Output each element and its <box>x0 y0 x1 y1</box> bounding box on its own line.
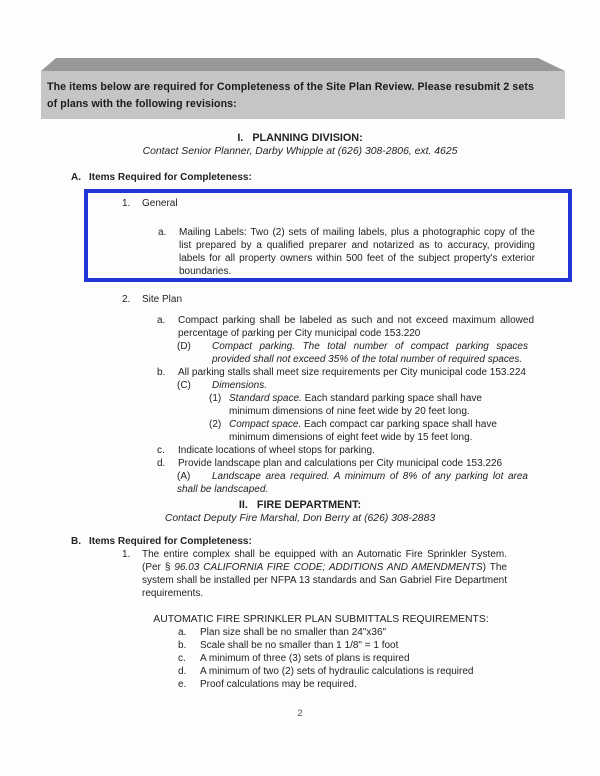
submittal-b-marker: b. <box>178 640 187 651</box>
fire-heading-title: FIRE DEPARTMENT: <box>256 499 362 511</box>
item-a-compact-parking <box>157 314 600 340</box>
code-2-text <box>229 418 519 444</box>
item-c-text: Indicate locations of wheel stops for parking. <box>178 445 375 456</box>
submittals-heading: AUTOMATIC FIRE SPRINKLER PLAN SUBMITTALS REQUIREMENTS: <box>153 614 489 625</box>
item-2-marker: 2. <box>122 294 131 305</box>
items-a-heading <box>71 171 600 184</box>
notice-banner <box>41 58 565 119</box>
code-2-lead: Compact space. <box>229 419 302 430</box>
items-b-marker: B. <box>71 536 81 547</box>
sprinkler-text-2: ) The system shall be installed per NFPA 13 standards and San Gabriel Fire Department requirements. <box>142 562 507 599</box>
code-2-rest: Each compact car parking space shall have minimum dimensions of eight feet wide by 15 feet long. <box>229 419 497 443</box>
submittal-item-c <box>178 652 600 665</box>
submittal-item-e <box>178 678 600 691</box>
code-1-marker: (1) <box>209 393 222 404</box>
submittal-c-text: A minimum of three (3) sets of plans is required <box>200 653 410 664</box>
submittal-d-text: A minimum of two (2) sets of hydraulic calculations is required <box>200 666 474 677</box>
notice-banner-text: The items below are required for Completeness of the Site Plan Review. Please resubmit 2 sets of plans with the following revisions: <box>47 81 534 110</box>
item-b-marker: b. <box>157 367 166 378</box>
submittal-b-text: Scale shall be no smaller than 1 1/8" = 1 foot <box>200 640 399 651</box>
item-b-parking-stalls <box>157 366 600 379</box>
submittal-d-marker: d. <box>178 666 187 677</box>
code-1-rest: Each standard parking space shall have minimum dimensions of nine feet wide by 20 feet long. <box>229 393 482 417</box>
item-a-compact-text: Compact parking shall be labeled as such and not exceed maximum allowed percentage of parking per City municipal code 153.220 <box>178 315 534 339</box>
submittal-item-d <box>178 665 600 678</box>
items-b-heading <box>71 535 600 548</box>
fire-contact: Contact Deputy Fire Marshal, Don Berry at (626) 308-2883 <box>164 513 436 524</box>
sprinkler-text-1: The entire complex shall be equipped with an Automatic Fire Sprinkler System. (Per § <box>142 549 507 573</box>
planning-contact: Contact Senior Planner, Darby Whipple at (626) 308-2806, ext. 4625 <box>142 146 458 157</box>
item-2-label: Site Plan <box>142 294 183 305</box>
submittal-item-a <box>178 626 600 639</box>
page-number: 2 <box>297 708 303 719</box>
code-1-lead: Standard space. <box>229 393 302 404</box>
sprinkler-text <box>142 548 507 600</box>
code-d-compact-parking <box>177 340 600 366</box>
code-a-marker: (A) <box>177 471 191 482</box>
item-d-landscape <box>157 457 600 470</box>
fire-heading-number: II. <box>238 499 248 511</box>
code-1-standard-space <box>209 392 600 418</box>
document-content <box>0 131 600 720</box>
item-b-text: All parking stalls shall meet size requirements per City municipal code 153.224 <box>178 367 526 378</box>
item-1-marker: 1. <box>122 198 131 209</box>
planning-heading-title: PLANNING DIVISION: <box>252 132 363 144</box>
items-a-title: Items Required for Completeness: <box>89 172 252 183</box>
planning-heading <box>0 131 600 145</box>
code-a-landscape-area <box>177 470 528 496</box>
notice-banner-bevel <box>41 58 565 71</box>
code-2-compact-space <box>209 418 600 444</box>
code-a-text: Landscape area required. A minimum of 8% of any parking lot area shall be landscaped. <box>177 471 528 495</box>
submittal-a-text: Plan size shall be no smaller than 24"x36" <box>200 627 387 638</box>
item-2-site-plan <box>122 293 600 306</box>
items-b-title: Items Required for Completeness: <box>89 536 252 547</box>
item-a-text: Mailing Labels: Two (2) sets of mailing labels, plus a photographic copy of the list prepared by a qualified preparer and notarized as to accuracy, providing labels for all property owners within 500 feet of the subject property's exterior boundaries. <box>179 227 535 277</box>
item-1-general <box>122 197 568 210</box>
submittal-item-b <box>178 639 600 652</box>
item-1-label: General <box>142 198 178 209</box>
notice-banner-body <box>41 71 565 119</box>
item-1-sprinkler-system <box>122 548 600 600</box>
code-c-text: Dimensions. <box>212 380 268 391</box>
item-c-wheel-stops <box>157 444 600 457</box>
highlight-box <box>84 189 572 282</box>
sprinkler-text-italic: 96.03 CALIFORNIA FIRE CODE; ADDITIONS AND AMENDMENTS <box>174 562 483 573</box>
item-a-marker: a. <box>158 227 167 238</box>
code-c-marker: (C) <box>177 380 191 391</box>
item-d-text: Provide landscape plan and calculations per City municipal code 153.226 <box>178 458 503 469</box>
submittal-c-marker: c. <box>178 653 186 664</box>
code-d-text: Compact parking. The total number of compact parking spaces provided shall not exceed 35% of the total number of required spaces. <box>212 341 528 365</box>
items-a-marker: A. <box>71 172 81 183</box>
item-d-marker: d. <box>157 458 166 469</box>
planning-heading-number: I. <box>237 132 244 144</box>
submittal-e-text: Proof calculations may be required. <box>200 679 357 690</box>
item-a-mailing-labels <box>158 226 568 278</box>
item-marker: a. <box>157 315 166 326</box>
sprinkler-marker: 1. <box>122 549 131 560</box>
code-d-marker: (D) <box>177 341 191 352</box>
code-1-text <box>229 392 519 418</box>
submittal-a-marker: a. <box>178 627 187 638</box>
code-2-marker: (2) <box>209 419 222 430</box>
submittal-e-marker: e. <box>178 679 187 690</box>
fire-heading <box>0 498 600 512</box>
code-c-dimensions <box>177 379 600 392</box>
item-c-marker: c. <box>157 445 165 456</box>
